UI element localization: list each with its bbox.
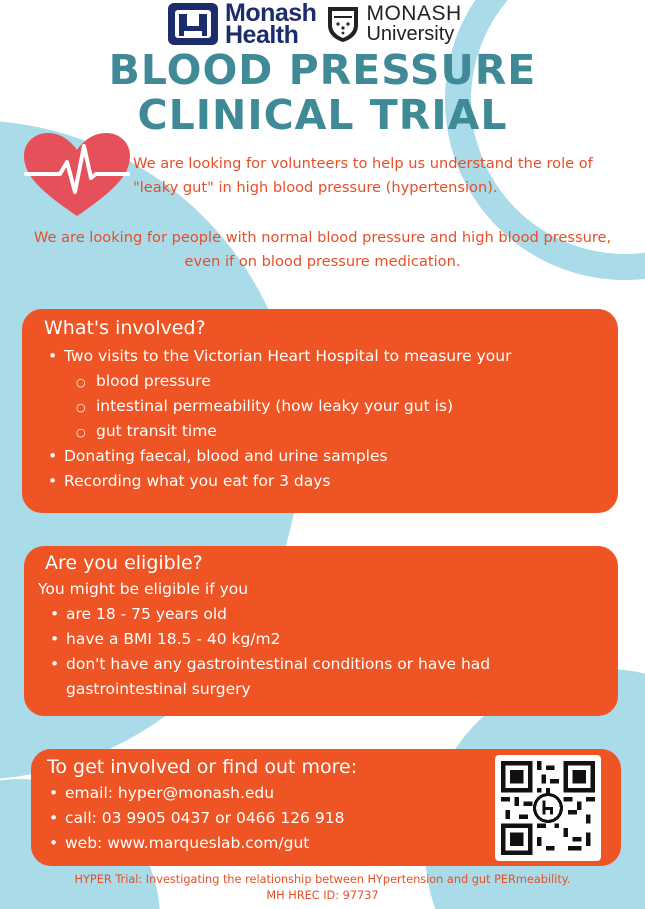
list-sub-item: ○ blood pressure <box>46 369 618 394</box>
eligibility-list <box>48 602 618 702</box>
list-item: • Two visits to the Victorian Heart Hospital to measure your <box>46 344 618 369</box>
list-sub-item: ○ gut transit time <box>46 419 618 444</box>
whats-involved-list <box>46 344 618 494</box>
title-line-2: CLINICAL TRIAL <box>137 91 508 139</box>
monash-university-wordmark: MONASH University <box>366 2 462 45</box>
email-link[interactable]: • email: hyper@monash.edu <box>47 781 621 806</box>
list-sub-item: ○ intestinal permeability (how leaky your gut is) <box>46 394 618 419</box>
title-line-1: BLOOD PRESSURE <box>108 46 537 94</box>
footer-line-1: HYPER Trial: Investigating the relationship between HYpertension and gut PERmeability. <box>74 873 571 886</box>
monash-health-wordmark: Monash Health <box>225 0 317 49</box>
intro-text-1: We are looking for volunteers to help us understand the role of "leaky gut" in high blood pressure (hypertension). <box>133 155 593 196</box>
eligibility-card <box>24 546 618 716</box>
footer-line-2: MH HREC ID: 97737 <box>266 889 379 902</box>
intro-text-2: We are looking for people with normal blood pressure and high blood pressure, even if on blood pressure medication. <box>33 229 612 270</box>
list-item: • are 18 - 75 years old <box>48 602 618 627</box>
monash-university-crest-icon <box>326 5 360 43</box>
list-item: • don't have any gastrointestinal conditions or have had gastrointestinal surgery <box>48 652 618 702</box>
list-item: • Donating faecal, blood and urine samples <box>46 444 618 469</box>
contact-card <box>31 749 621 866</box>
eligibility-lead: You might be eligible if you <box>38 580 249 598</box>
qr-code[interactable] <box>495 755 601 861</box>
page-title <box>0 48 645 138</box>
whats-involved-card <box>22 309 618 513</box>
list-item: • have a BMI 18.5 - 40 kg/m2 <box>48 627 618 652</box>
phone-link[interactable]: • call: 03 9905 0437 or 0466 126 918 <box>47 806 621 831</box>
heart-pulse-icon <box>22 132 132 218</box>
monash-health-logo-icon <box>167 2 219 46</box>
contact-heading: To get involved or find out more: <box>47 756 358 778</box>
whats-involved-heading: What's involved? <box>44 317 206 339</box>
logo-bar <box>167 0 462 49</box>
website-link[interactable]: • web: www.marqueslab.com/gut <box>47 831 621 856</box>
qr-code-icon <box>501 761 595 855</box>
list-item: • Recording what you eat for 3 days <box>46 469 618 494</box>
footer <box>0 872 645 904</box>
eligibility-heading: Are you eligible? <box>45 552 203 574</box>
